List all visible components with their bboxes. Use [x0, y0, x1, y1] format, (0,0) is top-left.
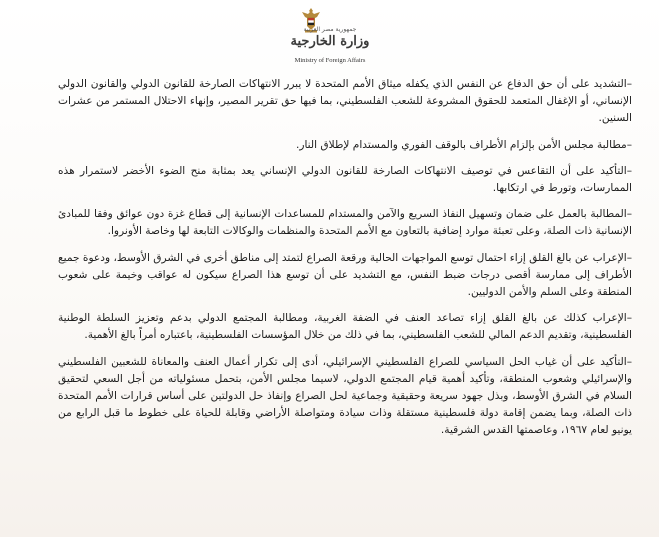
statement-body — [58, 76, 632, 449]
ministry-name-english: Ministry of Foreign Affairs — [294, 57, 366, 64]
paragraph: –الإعراب عن بالغ القلق إزاء احتمال توسع المواجهات الحالية ورقعة الصراع لتمتد إلى مناطق أخرى في الشرق الأوسط، ودعوة جميع الأطراف إلى ممارسة أقصى درجات ضبط النفس، مع التشديد على أن توسع هذا الصراع سيكون له عواقب وخيمة على شعوب المنطقة وعلى السلم والأمن الدوليين. — [58, 251, 632, 299]
paragraph: –التشديد على أن حق الدفاع عن النفس الذي يكفله ميثاق الأمم المتحدة لا يبرر الانتهاكات الصارخة للقانون الدولي والقانون الدولي الإنساني، أو الإغفال المتعمد للحقوق المشروعة للشعب الفلسطيني، بما فيها حق تقرير المصير، وإنهاء الاحتلال المستمر من عشرات السنين. — [58, 78, 632, 125]
paragraph: –التأكيد على أن التقاعس في توصيف الانتهاكات الصارخة للقانون الدولي الإنساني يعد بمثابة منح الضوء الأخضر لاستمرار هذه الممارسات، وتورط في ارتكابها. — [58, 164, 632, 195]
ministry-name-arabic: وزارة الخارجية — [290, 34, 370, 49]
paragraph: –المطالبة بالعمل على ضمان وتسهيل النفاذ السريع والآمن والمستدام للمساعدات الإنسانية إلى قطاع غزة دون عوائق وفقا للمبادئ الإنسانية ذات الصلة، وعلى تعبئة موارد إضافية بالتعاون مع الأمم المتحدة والمنظمات والوكالات التابعة لها وخاصة الأونروا. — [58, 208, 632, 238]
letterhead — [0, 2, 659, 70]
paragraph: –مطالبة مجلس الأمن بإلزام الأطراف بالوقف الفوري والمستدام لإطلاق النار. — [295, 138, 632, 151]
paragraph: –التأكيد على أن غياب الحل السياسي للصراع الفلسطيني الإسرائيلي، أدى إلى تكرار أعمال العنف والمعاناة للشعبين الفلسطيني والإسرائيلي وشعوب المنطقة، وتأكيد أهمية قيام المجتمع الدولي، لاسيما مجلس الأمن، بتحمل مسئولياته من أجل السعي لتحقيق السلام في الشرق الأوسط، وبذل جهود سريعة وحقيقية وجماعية لحل الصراع وإنفاذ حل الدولتين على أساس قرارات الأمم المتحدة ذات الصلة، وبما يضمن إقامة دولة فلسطينية مستقلة وذات سيادة ومتواصلة الأراضي وقابلة للحياة على خطوط ما قبل الرابع من يونيو لعام ١٩٦٧، وعاصمتها القدس الشرقية. — [58, 355, 632, 437]
ministry-country-name: جمهورية مصر العربية — [303, 26, 357, 33]
paragraph: –الإعراب كذلك عن بالغ القلق إزاء تصاعد العنف في الضفة الغربية، ومطالبة المجتمع الدولي بدعم وتعزيز السلطة الوطنية الفلسطينية، وتقديم الدعم المالي للشعب الفلسطيني، بما في ذلك من خلال المؤسسات الفلسطينية، باعتباره أمراً بالغ الأهمية. — [58, 312, 632, 342]
